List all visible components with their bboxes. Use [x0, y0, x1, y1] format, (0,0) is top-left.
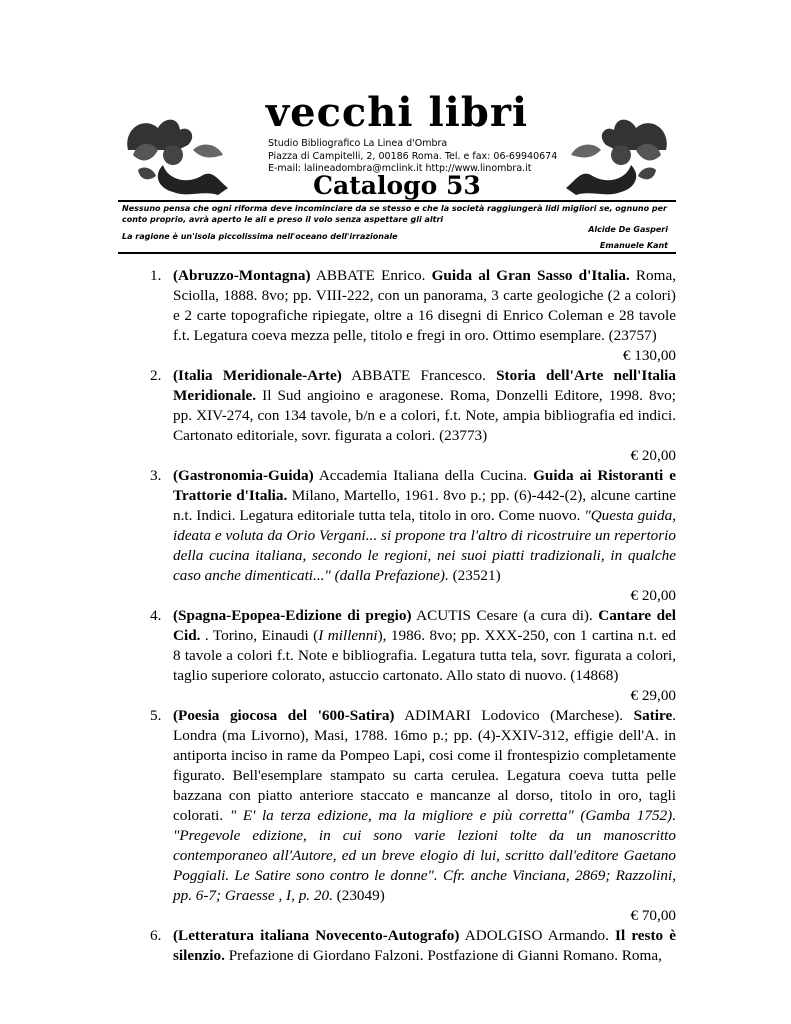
entry-code: (23521) — [448, 567, 501, 584]
entry-author: Accademia Italiana della Cucina. — [313, 467, 534, 484]
entry-author: ACUTIS Cesare (a cura di). — [411, 607, 599, 624]
entry-subject: (Abruzzo-Montagna) — [173, 267, 311, 284]
entry-description-cont: ), 1986. 8vo; pp. XXX-250, con 1 cartina n.t. ed 8 tavole a colori f.t. Note e bibliografia. Legatura tutta tela, sovr. figurata a colori, taglio superiore colorato, astuccio cartonato. Allo stato di nuovo. (14868) — [173, 627, 676, 684]
studio-name: Studio Bibliografico La Linea d'Ombra — [268, 138, 448, 149]
entry-author: ADOLGISO Armando. — [459, 927, 616, 944]
entry-subject: (Poesia giocosa del '600-Satira) — [173, 707, 395, 724]
entry-text — [173, 366, 676, 446]
entry-price: € 29,00 — [630, 687, 676, 704]
entry-description: Il Sud angioino e aragonese. Roma, Donzelli Editore, 1998. 8vo; pp. XIV-274, con 134 tavole, b/n e a colori, f.t. Note, ampia bibliografia ed indici. Cartonato editoriale, sovr. figurata a colori. (23773) — [173, 387, 676, 444]
entry-subject: (Gastronomia-Guida) — [173, 467, 314, 484]
entry-subject: (Italia Meridionale-Arte) — [173, 367, 342, 384]
entry-number: 6. — [150, 927, 162, 944]
entry-subject: (Letteratura italiana Novecento-Autografo) — [173, 927, 460, 944]
catalog-entries — [150, 266, 676, 966]
catalog-entry — [150, 466, 676, 606]
entry-number: 3. — [150, 467, 162, 484]
quote-author-degasperi: Alcide De Gasperi — [588, 225, 668, 234]
catalog-header — [118, 89, 676, 252]
entry-number: 4. — [150, 607, 162, 624]
entry-text — [173, 266, 676, 346]
catalog-entry — [150, 606, 676, 706]
entry-subject: (Spagna-Epopea-Edizione di pregio) — [173, 607, 412, 624]
studio-contact: E-mail: lalineadombra@mclink.it http://www.linombra.it — [268, 163, 532, 174]
entry-title: Il resto è silenzio. — [173, 927, 677, 964]
entry-quote: "Questa guida, ideata e voluta da Orio Vergani... si propone tra l'altro di ricostruire un repertorio della cucina italiana, secondo le regioni, nei suoi piatti tradizionali, in qualche caso anche dimenticati..." (dalla Prefazione). — [173, 507, 676, 584]
entry-description: . Londra (ma Livorno), Masi, 1788. 16mo p.; pp. (4)-XXIV-312, effigie dell'A. in antiporta inciso in rame da Pompeo Lapi, cosi come il frontespizio completamente figurato. Bell'esemplare stampato su carta cerulea. Legatura coeva tutta pelle bazzana con piatto anteriore staccato e mancanze al dorso, titolo in oro, tagli colorati. — [173, 707, 676, 824]
entry-title: Guida al Gran Sasso d'Italia. — [431, 267, 630, 284]
divider — [118, 200, 676, 202]
entry-text — [173, 466, 676, 586]
quote-author-kant: Emanuele Kant — [599, 241, 668, 250]
entry-number: 2. — [150, 367, 162, 384]
studio-info — [268, 138, 558, 176]
entry-description: Milano, Martello, 1961. 8vo p.; pp. (6)-442-(2), alcune cartine n.t. Indici. Legatura editoriale tutta tela, titolo in oro. Come nuovo. — [173, 487, 676, 524]
entry-price: € 20,00 — [630, 447, 676, 464]
entry-text — [173, 926, 676, 966]
entry-title: Guida ai Ristoranti e Trattorie d'Italia. — [173, 467, 676, 504]
entry-number: 1. — [150, 267, 162, 284]
catalog-entry — [150, 706, 676, 926]
quote-degasperi: Nessuno pensa che ogni riforma deve incominciare da se stesso e che la società raggiungerà lidi migliori se, ognuno per conto proprio, avrà aperto le ali e preso il volo senza aspettare gli altri — [122, 204, 667, 224]
studio-address: Piazza di Campitelli, 2, 00186 Roma. Tel. e fax: 06-69940674 — [268, 150, 558, 162]
entry-author: ABBATE Francesco. — [341, 367, 497, 384]
catalog-entry — [150, 366, 676, 466]
entry-description: Roma, Sciolla, 1888. 8vo; pp. VIII-222, con un panorama, 3 carte geologiche (2 a colori) e 2 carte topografiche ripiegate, oltre a 16 disegni di Enrico Coleman e 28 tavole f.t. Legatura coeva mezza pelle, titolo e fregi in oro. Ottimo esemplare. (23757) — [173, 267, 676, 344]
entry-text — [173, 606, 676, 686]
catalog-entry — [150, 266, 676, 366]
entry-description: Prefazione di Giordano Falzoni. Postfazione di Gianni Romano. Roma, — [224, 947, 662, 964]
entry-price: € 20,00 — [630, 587, 676, 604]
entry-description: . Torino, Einaudi ( — [200, 627, 319, 644]
entry-price: € 70,00 — [630, 907, 676, 924]
entry-title: Satire — [633, 707, 673, 724]
entry-number: 5. — [150, 707, 162, 724]
catalog-number: Catalogo 53 — [313, 171, 481, 200]
catalog-entry — [150, 926, 676, 966]
entry-series: I millenni — [318, 627, 378, 644]
entry-title: Storia dell'Arte nell'Italia Meridionale. — [173, 367, 676, 404]
entry-text — [173, 706, 676, 906]
entry-author: ABBATE Enrico. — [310, 267, 432, 284]
entry-author: ADIMARI Lodovico (Marchese). — [394, 707, 634, 724]
divider — [118, 252, 676, 254]
entry-quote: " E' la terza edizione, ma la migliore e più corretta" (Gamba 1752). "Pregevole edizione, in cui sono varie lezioni tolte da un manoscritto contemporaneo all'Autore, ed un breve elogio di lui, scritto dall'editore Gaetano Poggiali. Le Satire sono contro le donne". Cfr. anche Vinciana, 2869; Razzolini, pp. 6-7; Graesse , I, p. 20. — [173, 807, 676, 904]
quote-kant: La ragione è un'isola piccolissima nell'oceano dell'irrazionale — [122, 232, 398, 241]
entry-code: (23049) — [332, 887, 385, 904]
entry-title: Cantare del Cid. — [173, 607, 676, 644]
entry-price: € 130,00 — [622, 347, 676, 364]
page-title: vecchi libri — [265, 89, 529, 136]
